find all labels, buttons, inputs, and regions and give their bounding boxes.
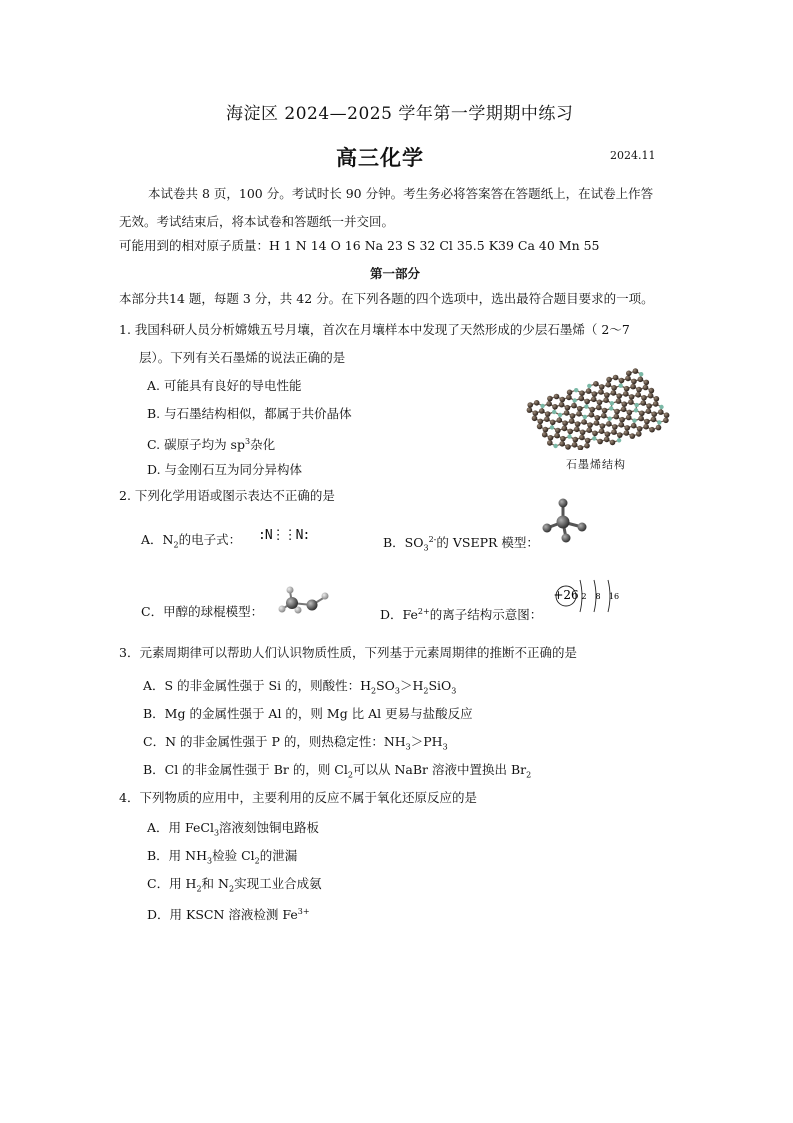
q2-option-c: C．甲醇的球棍模型： <box>141 604 264 619</box>
carbon-atom <box>598 389 604 395</box>
carbon-atom <box>608 417 612 421</box>
q4-option-a: A．用 FeCl$_3$溶液刻蚀铜电路板 <box>147 820 320 838</box>
carbon-atom <box>573 437 579 443</box>
carbon-atom <box>651 411 657 417</box>
carbon-atom <box>586 388 592 394</box>
carbon-atom <box>653 401 659 407</box>
instructions-line-1: 本试卷共 8 页，100 分。考试时长 90 分钟。考生务必将答案答在答题纸上，在试卷上作答 <box>148 186 654 201</box>
graphene-caption: 石墨烯结构 <box>566 458 626 471</box>
carbon-atom <box>626 415 632 421</box>
carbon-atom <box>602 408 608 414</box>
carbon-atom <box>633 368 639 374</box>
carbon-atom <box>643 385 649 391</box>
carbon-atom <box>634 408 638 412</box>
carbon-atom <box>624 430 630 436</box>
q4-option-d: D．用 KSCN 溶液检测 $Fe^{3+}$ <box>147 907 310 923</box>
carbon-atom <box>606 421 612 427</box>
carbon-atom <box>593 381 599 387</box>
carbon-atom <box>604 392 610 398</box>
carbon-atom <box>587 422 593 428</box>
carbon-atom <box>649 427 655 433</box>
carbon-atom <box>575 421 581 427</box>
q1-stem-line-1: 1. 我国科研人员分析嫦娥五号月壤，首次在月壤样本中发现了天然形成的少层石墨烯（ 2～7 <box>119 322 630 337</box>
subject-title: 高三化学 <box>336 145 424 170</box>
carbon-atom <box>554 394 560 400</box>
carbon-atom <box>613 375 619 381</box>
carbon-atom <box>587 384 591 388</box>
carbon-atom <box>558 413 562 417</box>
carbon-atom <box>636 431 642 437</box>
carbon-atom <box>572 442 578 448</box>
carbon-atom <box>606 382 612 388</box>
q1-option-b: B. 与石墨结构相似，都属于共价晶体 <box>147 406 352 421</box>
carbon-atom <box>631 379 637 385</box>
shell-1-count: 2 <box>581 592 587 601</box>
carbon-atom <box>589 412 595 418</box>
carbon-atom <box>636 387 642 393</box>
carbon-atom <box>576 411 582 417</box>
carbon-atom <box>612 424 618 430</box>
carbon-atom <box>629 394 635 400</box>
q1-option-a: A. 可能具有良好的导电性能 <box>147 378 302 393</box>
carbon-atom <box>571 403 577 409</box>
carbon-atom <box>611 385 617 391</box>
carbon-atom <box>605 431 611 437</box>
nucleus-charge: +26 <box>553 588 579 602</box>
carbon-atom <box>654 396 660 402</box>
carbon-atom <box>543 427 549 433</box>
carbon-atom <box>611 429 617 435</box>
carbon-atom <box>623 391 629 397</box>
carbon-atom <box>584 404 588 408</box>
carbon-atom <box>544 416 550 422</box>
carbon-atom <box>542 432 548 438</box>
carbon-atom <box>644 380 650 386</box>
carbon-atom <box>584 399 590 405</box>
carbon-atom <box>578 445 584 450</box>
carbon-atom <box>565 444 571 450</box>
carbon-atom <box>643 424 649 430</box>
carbon-atom <box>622 401 628 407</box>
carbon-atom <box>548 435 554 441</box>
carbon-atom <box>646 408 652 414</box>
carbon-atom <box>637 426 643 432</box>
carbon-atom <box>604 437 610 443</box>
carbon-atom <box>630 433 636 439</box>
carbon-atom <box>547 396 553 402</box>
carbon-atom <box>621 407 627 413</box>
carbon-atom <box>639 411 645 417</box>
carbon-atom <box>628 399 634 405</box>
carbon-atom <box>595 415 601 421</box>
carbon-atom <box>574 427 580 433</box>
q4-stem: 4．下列物质的应用中，主要利用的反应不属于氧化还原反应的是 <box>119 790 477 805</box>
carbon-atom <box>597 439 603 445</box>
carbon-atom <box>562 420 568 426</box>
carbon-atom <box>610 401 614 405</box>
fe2-ion-structure-diagram <box>553 576 625 616</box>
carbon-atom <box>574 388 578 392</box>
carbon-atom <box>626 371 632 377</box>
q2-option-b: B．$SO_3^{2-}$的 VSEPR 模型： <box>383 535 539 553</box>
carbon-atom <box>534 400 540 406</box>
carbon-atom <box>567 390 573 396</box>
carbon-atom <box>562 426 568 432</box>
carbon-atom <box>538 419 544 425</box>
graphene-structure-figure <box>516 350 676 450</box>
q1-stem-line-2: 层）。下列有关石墨烯的说法正确的是 <box>139 350 346 365</box>
q2-stem: 2. 下列化学用语或图示表达不正确的是 <box>119 488 335 503</box>
carbon-atom <box>659 405 663 409</box>
shell-2-count: 8 <box>595 592 601 601</box>
carbon-atom <box>560 397 566 403</box>
carbon-atom <box>592 431 598 437</box>
carbon-atom <box>567 429 573 435</box>
carbon-atom <box>631 423 637 429</box>
carbon-atom <box>630 384 636 390</box>
q3-option-b: B．Mg 的金属性强于 Al 的，则 Mg 比 Al 更易与盐酸反应 <box>143 706 473 721</box>
carbon-atom <box>610 440 616 446</box>
carbon-atom <box>579 435 585 441</box>
carbon-atom <box>657 420 661 424</box>
carbon-atom <box>644 419 650 425</box>
q3-option-a: A．S 的非金属性强于 Si 的，则酸性：$H_2SO_3>H_2SiO_3$ <box>143 678 457 696</box>
carbon-atom <box>545 411 551 417</box>
carbon-atom <box>611 390 617 396</box>
carbon-atom <box>638 377 644 383</box>
carbon-atom <box>580 430 586 436</box>
carbon-atom <box>627 410 633 416</box>
carbon-atom <box>617 432 623 438</box>
carbon-atom <box>591 397 597 403</box>
carbon-atom <box>614 409 620 415</box>
carbon-atom <box>579 396 585 402</box>
q2-option-d: D．$Fe^{2+}$的离子结构示意图： <box>380 607 543 623</box>
carbon-atom <box>635 392 641 398</box>
carbon-atom <box>614 414 620 420</box>
exam-title: 海淀区 2024—2025 学年第一学期期中练习 <box>226 104 574 124</box>
carbon-atom <box>581 419 587 425</box>
carbon-atom <box>554 433 560 439</box>
carbon-atom <box>540 404 544 408</box>
carbon-atom <box>579 390 585 396</box>
carbon-atom <box>632 418 636 422</box>
carbon-atom <box>638 416 644 422</box>
carbon-atom <box>566 395 572 401</box>
carbon-atom <box>651 417 657 423</box>
carbon-atom <box>594 420 600 426</box>
carbon-atom <box>664 412 670 418</box>
carbon-atom <box>648 393 654 399</box>
carbon-atom <box>557 417 563 423</box>
methanol-ball-stick-model <box>270 583 334 617</box>
carbon-atom <box>635 403 639 407</box>
carbon-atom <box>600 423 606 429</box>
carbon-atom <box>537 424 543 430</box>
atomic-mass-line: 可能用到的相对原子质量：H 1 N 14 O 16 Na 23 S 32 Cl 35.5 K39 Ca 40 Mn 55 <box>119 238 600 253</box>
shell-3-count: 16 <box>608 592 620 601</box>
carbon-atom <box>619 378 625 384</box>
carbon-atom <box>577 406 583 412</box>
q4-option-b: B．用 $NH_3$检验 $Cl_2$的泄漏 <box>147 848 298 866</box>
carbon-atom <box>649 388 655 394</box>
q2-option-a: A．$N_2$的电子式： <box>141 532 242 550</box>
carbon-atom <box>592 391 598 397</box>
carbon-atom <box>619 417 625 423</box>
carbon-atom <box>552 410 556 414</box>
carbon-atom <box>624 386 630 392</box>
carbon-atom <box>527 402 533 408</box>
carbon-atom <box>592 436 596 440</box>
carbon-atom <box>527 407 533 413</box>
carbon-atom <box>546 401 552 407</box>
carbon-atom <box>606 377 612 383</box>
q4-option-c: C．用 $H_2$和 $N_2$实现工业合成氨 <box>147 876 322 894</box>
carbon-atom <box>553 444 557 448</box>
carbon-atom <box>584 443 590 449</box>
carbon-atom <box>570 413 576 419</box>
carbon-atom <box>616 393 622 399</box>
carbon-atom <box>559 441 565 447</box>
carbon-atom <box>625 376 631 382</box>
n2-electron-formula: :N⋮⋮N: <box>258 528 310 543</box>
part-description: 本部分共14 题，每题 3 分，共 42 分。在下列各题的四个选项中，选出最符合题目要求的一项。 <box>119 291 654 306</box>
carbon-atom <box>641 400 647 406</box>
q1-option-d: D. 与金刚石互为同分异构体 <box>147 462 303 477</box>
carbon-atom <box>565 405 571 411</box>
carbon-atom <box>547 440 553 446</box>
carbon-atom <box>596 405 602 411</box>
carbon-atom <box>599 428 605 434</box>
carbon-atom <box>599 384 605 390</box>
carbon-atom <box>663 418 669 424</box>
carbon-atom <box>617 438 621 442</box>
carbon-atom <box>616 398 622 404</box>
carbon-atom <box>583 415 587 419</box>
exam-date: 2024.11 <box>610 149 656 162</box>
carbon-atom <box>601 413 607 419</box>
carbon-atom <box>619 422 625 428</box>
carbon-atom <box>564 410 570 416</box>
carbon-atom <box>603 397 609 403</box>
q3-stem: 3．元素周期律可以帮助人们认识物质性质，下列基于元素周期律的推断不正确的是 <box>119 645 577 660</box>
carbon-atom <box>619 384 623 388</box>
carbon-atom <box>573 398 577 402</box>
carbon-atom <box>597 400 603 406</box>
carbon-atom <box>560 436 566 442</box>
carbon-atom <box>550 420 556 426</box>
carbon-atom <box>624 425 630 431</box>
q1-option-c: C. 碳原子均为 $sp^3$杂化 <box>147 437 276 453</box>
instructions-line-2: 无效。考试结束后，将本试卷和答题纸一并交回。 <box>119 214 395 229</box>
carbon-atom <box>639 372 643 376</box>
carbon-atom <box>589 407 595 413</box>
carbon-atom <box>550 425 554 429</box>
carbon-atom <box>555 428 561 434</box>
q3-option-d: B．Cl 的非金属性强于 Br 的，则 $Cl_2$可以从 NaBr 溶液中置换出 $Br_2$ <box>143 762 532 780</box>
carbon-atom <box>552 404 558 410</box>
carbon-atom <box>532 416 538 422</box>
so3-vsepr-model <box>540 496 590 544</box>
carbon-atom <box>585 438 591 444</box>
carbon-atom <box>646 403 652 409</box>
carbon-atom <box>533 410 539 416</box>
carbon-atom <box>586 427 592 433</box>
carbon-atom <box>656 425 662 431</box>
carbon-atom <box>567 434 571 438</box>
carbon-atom <box>559 402 565 408</box>
carbon-atom <box>609 406 613 410</box>
carbon-atom <box>569 418 575 424</box>
carbon-atom <box>658 409 664 415</box>
carbon-atom <box>641 395 647 401</box>
carbon-atom <box>539 408 545 414</box>
part-heading: 第一部分 <box>370 266 421 281</box>
q3-option-c: C．N 的非金属性强于 P 的，则热稳定性：$NH_3>PH_3$ <box>143 734 448 752</box>
